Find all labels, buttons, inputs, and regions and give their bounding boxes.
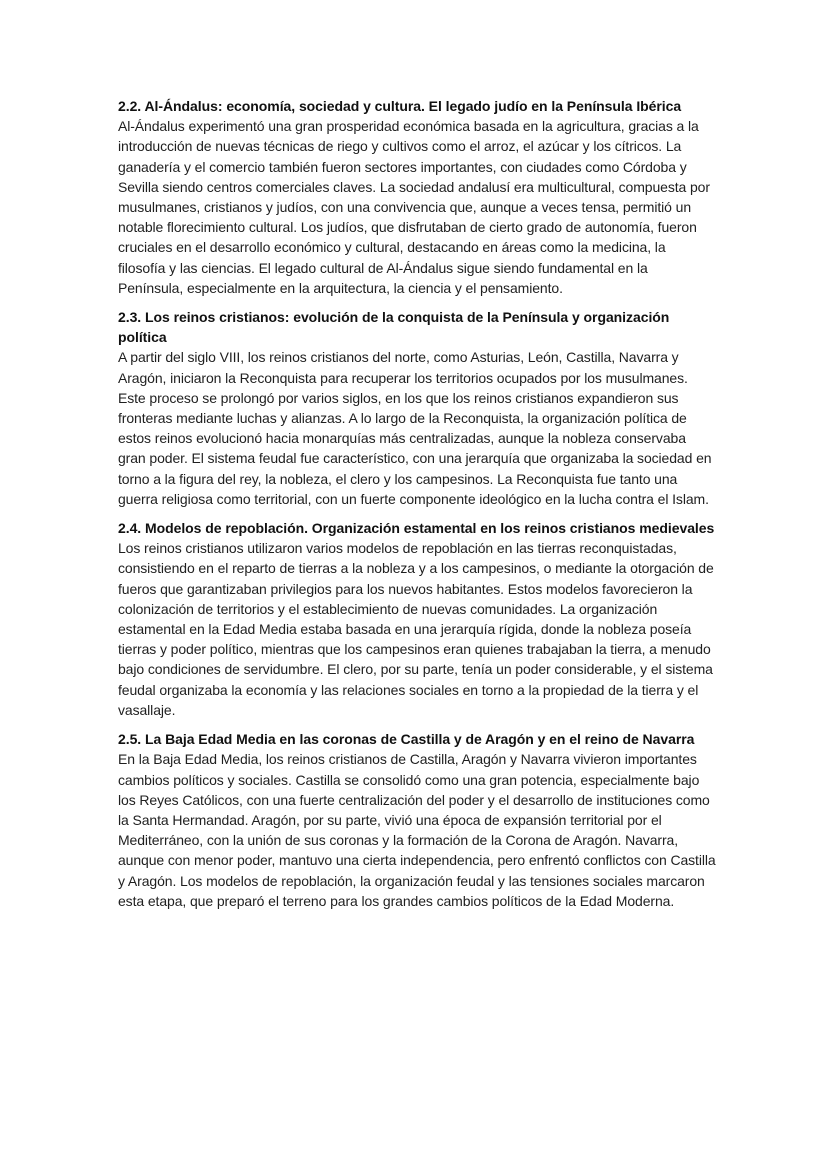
section-heading: 2.4. Modelos de repoblación. Organización estamental en los reinos cristianos medievales bbox=[118, 520, 715, 537]
section-baja-edad-media bbox=[118, 729, 716, 911]
section-body: En la Baja Edad Media, los reinos cristianos de Castilla, Aragón y Navarra vivieron importantes cambios políticos y sociales. Castilla se consolidó como una gran potencia, especialmente bajo los Reyes Católicos, con una fuerte centralización del poder y el desarrollo de instituciones como la Santa Hermandad. Aragón, por su parte, vivió una época de expansión territorial por el Mediterráneo, con la unión de sus coronas y la formación de la Corona de Aragón. Navarra, aunque con menor poder, mantuvo una cierta independencia, pero enfrentó conflictos con Castilla y Aragón. Los modelos de repoblación, la organización feudal y las tensiones sociales marcaron esta etapa, que preparó el terreno para los grandes cambios políticos de la Edad Moderna. bbox=[118, 751, 716, 909]
section-modelos-repoblacion bbox=[118, 518, 716, 720]
document-content bbox=[118, 96, 716, 920]
section-body: Los reinos cristianos utilizaron varios modelos de repoblación en las tierras reconquistadas, consistiendo en el reparto de tierras a la nobleza y a los campesinos, o mediante la otorgación de fueros que garantizaban privilegios para los nuevos habitantes. Estos modelos favorecieron la colonización de territorios y el establecimiento de nuevas comunidades. La organización estamental en la Edad Media estaba basada en una jerarquía rígida, donde la nobleza poseía tierras y poder político, mientras que los campesinos eran quienes trabajaban la tierra, a menudo bajo condiciones de servidumbre. El clero, por su parte, tenía un poder considerable, y el sistema feudal organizaba la economía y las relaciones sociales en torno a la propiedad de la tierra y el vasallaje. bbox=[118, 540, 714, 718]
section-body: A partir del siglo VIII, los reinos cristianos del norte, como Asturias, León, Castilla, Navarra y Aragón, iniciaron la Reconquista para recuperar los territorios ocupados por los musulmanes. Este proceso se prolongó por varios siglos, en los que los reinos cristianos expandieron sus fronteras mediante luchas y alianzas. A lo largo de la Reconquista, la organización política de estos reinos evolucionó hacia monarquías más centralizadas, aunque la nobleza conservaba gran poder. El sistema feudal fue característico, con una jerarquía que organizaba la sociedad en torno a la figura del rey, la nobleza, el clero y los campesinos. La Reconquista fue tanto una guerra religiosa como territorial, con un fuerte componente ideológico en la lucha contra el Islam. bbox=[118, 349, 712, 507]
section-body: Al-Ándalus experimentó una gran prosperidad económica basada en la agricultura, gracias a la introducción de nuevas técnicas de riego y cultivos como el arroz, el azúcar y los cítricos. La ganadería y el comercio también fueron sectores importantes, con ciudades como Córdoba y Sevilla siendo centros comerciales claves. La sociedad andalusí era multicultural, compuesta por musulmanes, cristianos y judíos, con una convivencia que, aunque a veces tensa, permitió un notable florecimiento cultural. Los judíos, que disfrutaban de cierto grado de autonomía, fueron cruciales en el desarrollo económico y cultural, destacando en áreas como la medicina, la filosofía y las ciencias. El legado cultural de Al-Ándalus sigue siendo fundamental en la Península, especialmente en la arquitectura, la ciencia y el pensamiento. bbox=[118, 118, 710, 296]
section-al-andalus bbox=[118, 96, 716, 298]
section-heading: 2.5. La Baja Edad Media en las coronas de Castilla y de Aragón y en el reino de Navarra bbox=[118, 731, 695, 748]
section-heading: 2.3. Los reinos cristianos: evolución de la conquista de la Península y organización política bbox=[118, 309, 670, 346]
section-reinos-cristianos bbox=[118, 307, 716, 509]
section-heading: 2.2. Al-Ándalus: economía, sociedad y cultura. El legado judío en la Península Ibérica bbox=[118, 98, 682, 114]
